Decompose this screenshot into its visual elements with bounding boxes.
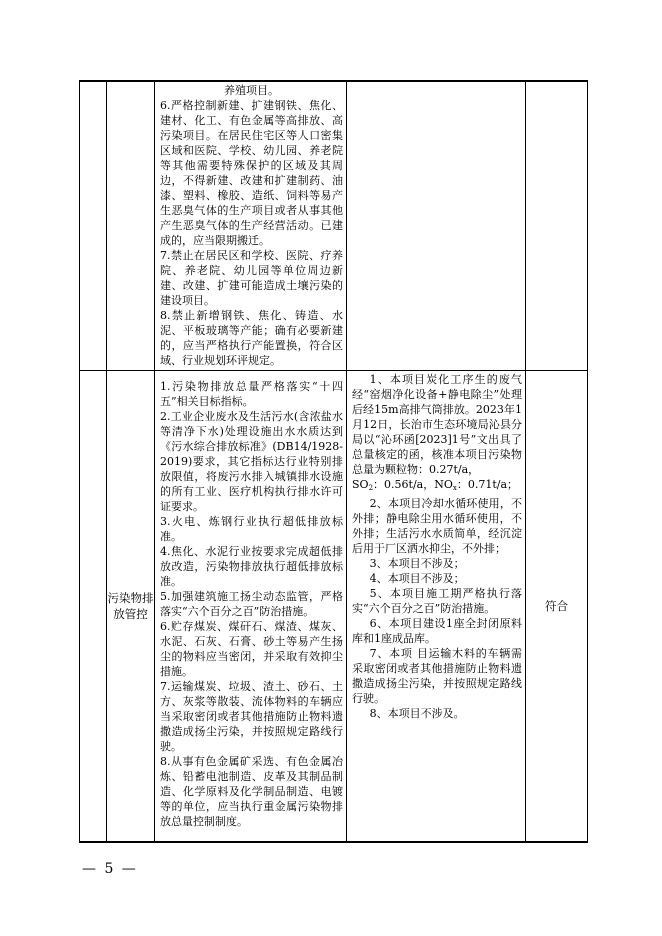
requirement-continued: 养殖项目。 (224, 84, 279, 97)
index-cell (80, 370, 107, 842)
requirement-item: 6.贮存煤炭、煤矸石、煤渣、煤灰、水泥、石灰、石膏、砂土等易产生扬尘的物料应当密闭，并采取有效抑尘措施。 (160, 619, 343, 678)
project-cell (347, 370, 526, 842)
result-label: 符合 (545, 598, 568, 613)
result-cell (526, 81, 588, 370)
nox-label: NO (434, 477, 453, 491)
index-cell (80, 81, 107, 370)
project-item: 2、本项目冷却水循环使用，不外排；静电除尘用水循环使用，不外排；生活污水水质简单，经沉淀后用于厂区洒水抑尘，不外排； (352, 496, 522, 555)
requirement-item: 7.禁止在居民区和学校、医院、疗养院、养老院、幼儿园等单位周边新建、改建、扩建可能造成土壤污染的建设项目。 (160, 249, 343, 307)
requirement-item: 8.从事有色金属矿采选、有色金属冶炼、铅蓄电池制造、皮革及其制品制造、化学原料及化学制品制造、电镀等的单位，应当执行重金属污染物排放总量控制制度。 (160, 754, 343, 828)
nox-subscript: x (452, 483, 457, 492)
requirement-item: 8.禁止新增钢铁、焦化、铸造、水泥、平板玻璃等产能；确有必要新建的，应当严格执行产能置换，符合区域、行业规划环评规定。 (160, 309, 343, 367)
requirement-cell (155, 370, 347, 842)
project-item (352, 372, 522, 496)
project-item-text: 1、本项目炭化工序生的废气经“窑烟净化设备+静电除尘”处理后经15m高排气筒排放。2023年1月12日，长治市生态环境局沁县分局以“沁环函[2023]1号”文出具了总量核定的函，核准本项目污染物总量为颗粒物：0.27t/a， (352, 372, 522, 476)
category-label: 污染物排放管控 (107, 590, 154, 621)
project-item: 7、本项 目运输木料的车辆需采取密闭或者其他措施防止物料遗撒造成扬尘污染，并按照规定路线行驶。 (352, 646, 522, 705)
requirement-item: 1.污染物排放总量严格落实“十四五”相关目标指标。 (160, 379, 343, 408)
so2-subscript: 2 (368, 483, 374, 492)
compliance-table (79, 80, 588, 843)
so2-label: SO (352, 477, 369, 491)
project-cell (347, 81, 526, 370)
page-number: — 5 — (82, 861, 138, 877)
nox-value: ：0.71t/a； (456, 477, 519, 491)
requirement-item: 2.工业企业废水及生活污水(含浓盐水等清净下水)处理设施出水水质达到《污水综合排放标准》(DB14/1928-2019)要求，其它指标达行业特别排放限值，将废污水排入城镇排水设施的所有工业、医疗机构执行排水许可证要求。 (160, 409, 343, 513)
requirement-item: 5.加强建筑施工扬尘动态监管，严格落实“六个百分之百”防治措施。 (160, 589, 343, 618)
requirement-item: 3.火电、炼钢行业执行超低排放标准。 (160, 514, 343, 543)
table-row (80, 81, 588, 370)
project-item: 8、本项目不涉及。 (369, 706, 465, 720)
category-cell (107, 370, 155, 842)
requirement-item: 4.焦化、水泥行业按要求完成超低排放改造，污染物排放执行超低排放标准。 (160, 544, 343, 588)
project-item: 4、本项目不涉及； (369, 571, 465, 585)
requirement-item: 6.严格控制新建、扩建钢铁、焦化、建材、化工、有色金属等高排放、高污染项目。在居民住宅区等人口密集区域和医院、学校、幼儿园、养老院等其他需要特殊保护的区域及其周边，不得新建、改建和扩建制药、油漆、塑料、橡胶、造纸、饲料等易产生恶臭气体的生产项目或者从事其他产生恶臭气体的生产经营活动。已建成的，应当限期搬迁。 (160, 99, 343, 247)
requirement-item: 7.运输煤炭、垃圾、渣土、砂石、土方、灰浆等散装、流体物料的车辆应当采取密闭或者其他措施防止物料遗撒造成扬尘污染，并按照规定路线行驶。 (160, 679, 343, 753)
so2-value: ：0.56t/a， (373, 477, 435, 491)
project-item: 6、本项目建设1座全封闭原料库和1座成品库。 (352, 616, 522, 645)
requirement-cell (155, 81, 347, 370)
table-row (80, 370, 588, 842)
result-cell (526, 370, 588, 842)
project-item: 3、本项目不涉及； (369, 556, 465, 570)
project-item: 5、本项目施工期严格执行落实“六个百分之百”防治措施。 (352, 586, 522, 615)
category-cell (107, 81, 155, 370)
